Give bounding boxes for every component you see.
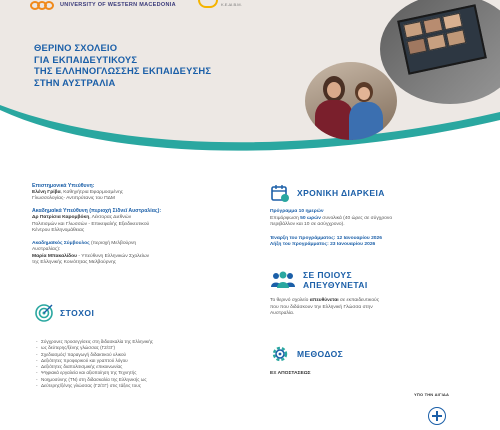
start-label: Έναρξη του προγράμματος: (270, 235, 336, 241)
calendar-icon (270, 183, 290, 203)
audience-text-post: σε εκπαιδευτικούς (338, 298, 380, 303)
goal-item-continuation: - Νοημοσύνης (ΤΝ) στη διδασκαλία της Ελληνικής ως (36, 377, 196, 383)
audience-heading-line2: ΑΠΕΥΘΥΝΕΤΑΙ (303, 280, 368, 290)
goal-item-continuation: - ως δεύτερης/ξένης γλώσσας (Γ2/ΞΓ) (36, 345, 196, 351)
audience-heading-row (270, 270, 470, 290)
audience-text-line2: που που διδάσκουν την Ελληνική Γλώσσα στην (270, 304, 373, 310)
academic-lead-line2: Πολιτισμών και Γλωσσών - Επικεφαλής Εξειδικευτικού (32, 221, 150, 227)
target-icon (34, 303, 54, 323)
university-logo-text: UNIVERSITY OF WESTERN MACEDONIA (60, 2, 176, 8)
duration-heading: ΧΡΟΝΙΚΗ ΔΙΑΡΚΕΙΑ (297, 188, 385, 198)
audience-section (270, 270, 470, 318)
gear-icon (270, 344, 290, 364)
aegis-label: ΥΠΟ ΤΗΝ ΑΙΓΙΔΑ (414, 392, 450, 397)
kedimm-logo-icon (198, 0, 218, 8)
training-post: συνολικά (40 ώρες σε σύγχρονο (320, 215, 393, 221)
academic-lead-label: Ακαδημαϊκά Υπεύθυνη (περιοχή Σίδνεϊ Αυστραλίας): (32, 208, 162, 215)
audience-text-bold: απευθύνεται (309, 298, 339, 303)
advisor-label-line2: Αυστραλίας): (32, 247, 61, 253)
university-logo (30, 0, 176, 10)
goal-item: - Ψηφιακά εργαλεία και αξιοποίηση της Τεχνητής (36, 370, 196, 376)
scientific-lead-name: Ελένη Γρίβα (32, 189, 61, 195)
end-label: Λήξη του προγράμματος: (270, 242, 329, 247)
academic-lead-name: Δρ Πατρίσια Καρομβόκη (32, 215, 90, 221)
goals-heading: ΣΤΟΧΟΙ (60, 308, 95, 318)
greek-seal-icon (428, 407, 446, 425)
end-date: 23 Ιανουαρίου 2026 (328, 242, 376, 247)
duration-heading-row (270, 183, 470, 203)
end-date-line (270, 242, 470, 249)
scientific-lead-desc: , Καθηγήτρια Εφαρμοσμένης (60, 189, 124, 195)
title-line: ΘΕΡΙΝΟ ΣΧΟΛΕΙΟ (34, 42, 118, 53)
advisor-label-rest: (περιοχή Μελβούρνη (89, 240, 137, 246)
classroom-photo (305, 62, 397, 140)
duration-section (270, 183, 470, 249)
audience-text-line3: Αυστραλία. (270, 311, 295, 316)
method-section (270, 344, 470, 378)
method-heading-row (270, 344, 470, 364)
academic-lead-desc: , Λέκτορας Διεθνών (89, 215, 132, 221)
title-line: ΣΤΗΝ ΑΥΣΤΡΑΛΙΑ (34, 76, 116, 88)
goals-list (36, 339, 196, 389)
goals-heading-row (34, 303, 94, 323)
scientific-lead-line2: Γλωσσολογίας- Αντιπρύτανις του ΠΔΜ (32, 196, 115, 202)
kedimm-logo (198, 0, 242, 8)
people-group-icon (270, 270, 296, 290)
cross-icon (431, 410, 443, 422)
organizers-section (32, 183, 192, 267)
title-line: ΓΙΑ ΕΚΠΑΙΔΕΥΤΙΚΟΥΣ (34, 53, 138, 65)
goal-item: - Δεξιότητες προφορικού και γραπτού λόγου (36, 358, 196, 364)
start-date: 12 Ιανουαρίου 2026 (335, 235, 382, 241)
method-value: ΕΞ ΑΠΟΣΤΑΣΕΩΣ (270, 371, 311, 376)
advisor-label: Ακαδημαϊκός Σύμβουλος (32, 240, 90, 246)
training-pre: Επιμόρφωση (270, 215, 301, 221)
goal-item: - Σχεδιασμός/ παραγωγή διδακτικού υλικού (36, 352, 196, 358)
advisor-desc: - Υπεύθυνη Ελληνικών Σχολείων (76, 253, 150, 259)
training-hours-line2: περιβάλλον και 10 σε ασύγχρονο). (270, 222, 345, 227)
goal-item: - Σύγχρονες προσεγγίσεις στη διδασκαλία της Ελληνικής (36, 339, 196, 345)
scientific-lead-label: Επιστημονικά Υπεύθυνη: (32, 183, 95, 189)
title-line: ΤΗΣ ΕΛΛΗΝΟΓΛΩΣΣΗΣ ΕΚΠΑΙΔΕΥΣΗΣ (34, 65, 212, 76)
academic-lead-line1 (32, 215, 192, 222)
page-title (34, 42, 274, 88)
advisor-line2: της Ελληνικής Κοινότητας Μελβούρνης (32, 260, 117, 266)
audience-text-pre: Το θερινό σχολείο (270, 298, 310, 303)
goal-item: - Δεξιότητες διαπολιτισμικής επικοινωνίας (36, 364, 196, 370)
audience-heading-line1: ΣΕ ΠΟΙΟΥΣ (303, 270, 352, 280)
kedimm-logo-text: Κ.Ε.ΔΙ.Β.Μ. (221, 1, 242, 7)
goal-item-continuation: - Δεύτερης/ξένης γλώσσας (Γ2/ΞΓ) στις τάξεις τους (36, 383, 196, 389)
academic-lead-line3: Κέντρου Ελληνομάθειας (32, 228, 85, 234)
training-hours: 50 ωρών (300, 215, 321, 221)
program-length: Πρόγραμμα 10 ημερών (270, 209, 324, 214)
university-logo-icon (30, 1, 56, 10)
method-heading: ΜΕΘΟΔΟΣ (297, 349, 344, 359)
advisor-name: Μαρία Μπακαλίδου (32, 253, 77, 259)
